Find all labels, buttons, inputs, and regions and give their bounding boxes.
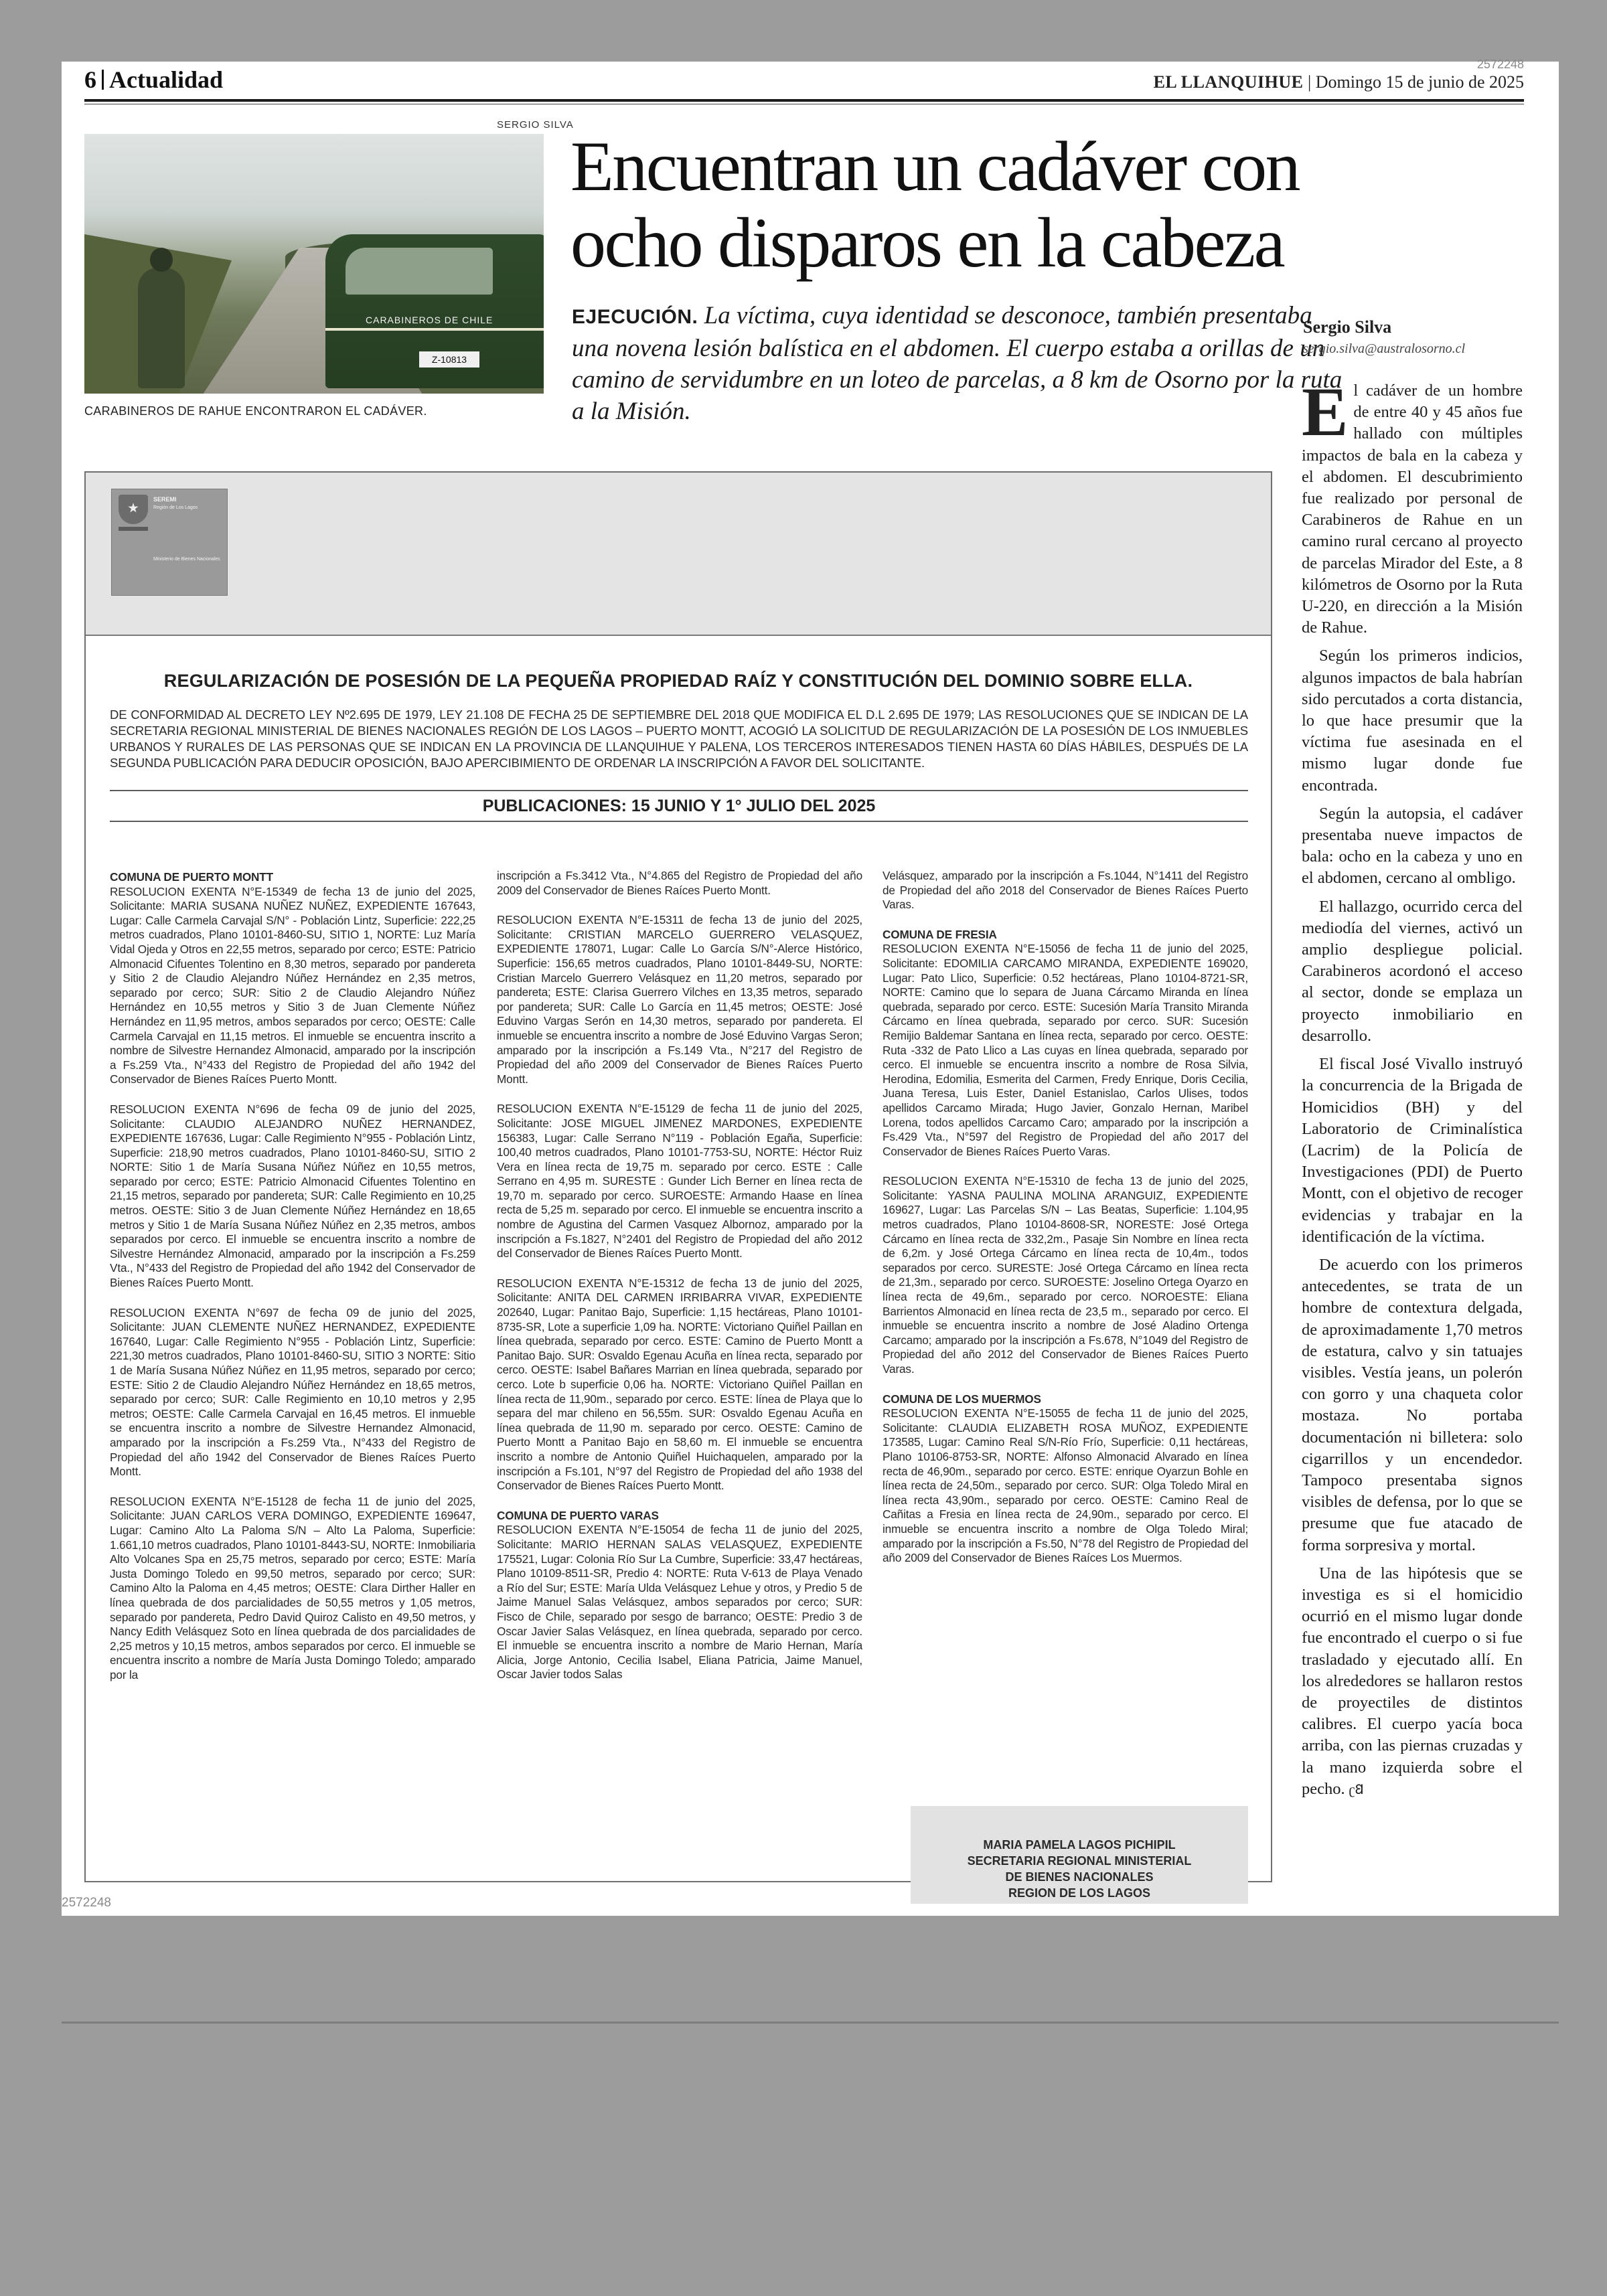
article-paragraph: El cadáver de un hombre de entre 40 y 45 años fue hallado con múltiples impactos de bala en la cabeza y el abdomen. El descubrimiento fue realizado por personal de Carabineros de Rahue en un camino rural cercano al proyecto de parcelas Mirador del Este, a 8 kilómetros de Osorno por la Ruta U-220, en dirección a la Misión de Rahue.: [1302, 374, 1523, 637]
resolution-text: RESOLUCION EXENTA N°E-15128 de fecha 11 de junio del 2025, Solicitante: JUAN CARLOS VERA DOMINGO, EXPEDIENTE 169647, Lugar: Camino Alto La Paloma S/N – Alto La Paloma, Superficie: 1.661,10 metros cuadrados, Plano 10101-8443-SU, NORTE: Inmobiliaria Alto Volcanes Spa en 25,75 metros, separado por cerco; ESTE: María Justa Domingo Toledo en 99,50 metros, separado por cerco; SUR: Camino Alto la Paloma en 4,45 metros; OESTE: Clara Dirther Haller en línea quebrada de dos parcialidades de 50,55 metros y 1,05 metros, separado por pandereta, Pedro David Quiroz Calisto en 49,50 metros, y Nancy Edith Velásquez Soto en línea quebrada de dos parcialidades de 2,25 metros y 10,15 metros, ambos separados por cerco. El inmueble se encuentra inscrito a nombre de María Justa Domingo Toledo; amparado por la: [110, 1494, 475, 1682]
notice-header-band: [86, 473, 1271, 636]
headline-line-1: Encuentran un cadáver con: [570, 127, 1300, 206]
resolution-text: RESOLUCION EXENTA N°E-15311 de fecha 13 de junio del 2025, Solicitante: CRISTIAN MARCELO GUERRERO VELASQUEZ, EXPEDIENTE 178071, Lugar: Calle Lo García S/N°-Alerce Histórico, Superficie: 156,65 metros cuadrados, Plano 10101-8449-SU, NORTE: Cristian Marcelo Guerrero Velásquez en 11,20 metros, separado por pandereta; ESTE: Clarisa Guerrero Vilches en 13,35 metros, separado por pandereta; SUR: Calle Lo García en 11,45 metros; OESTE: José Eduvino Vargas Serón en 14,30 metros, separado por pandereta. El inmueble se encuentra inscrito a nombre de José Eduvino Vargas Seron; amparado por la inscripción a Fs.149 Vta., N°217 del Registro de Propiedad del año 2009 del Conservador de Bienes Raíces Puerto Montt.: [497, 913, 862, 1086]
signature-block: [911, 1806, 1248, 1904]
notice-entry: [497, 1277, 862, 1493]
resolution-text: RESOLUCION EXENTA N°E-15312 de fecha 13 de junio del 2025, Solicitante: ANITA DEL CARMEN IRRIBARRA VIVAR, EXPEDIENTE 202640, Lugar: Panitao Bajo, Superficie: 1,15 hectáreas, Plano 10101-8735-SR, Lote a superficie 1,09 ha. NORTE: Victoriano Quiñel Paillan en línea quebrada, separado por cerco. ESTE: Camino de Puerto Montt a Panitao Bajo. SUR: Osvaldo Egenau Acuña en línea recta, separado por cerco. OESTE: Isabel Bañares Marrian en línea quebrada, separado por cerco. Lote b superficie 0,06 ha. NORTE: Victoriano Quiñel Paillan en línea recta de 11,90m., separado por cerco. ESTE: línea de Playa que lo separa del mar chileno en 56,55m. SUR: Osvaldo Egenau Acuña en línea quebrada de 11,90 m. separado por cerco. OESTE: Camino de Puerto Montt a Panitao Bajo en 58,60 m. El inmueble se encuentra inscrito a nombre de Antonio Quiñel Huichaquelen, amparado por la inscripción a Fs.101, N°97 del Registro de Propiedad del año 1938 del Conservador de Bienes Raíces Puerto Montt.: [497, 1276, 862, 1493]
photo-officer: [138, 268, 185, 388]
page-section-header: [84, 66, 223, 94]
article-paragraph: El fiscal José Vivallo instruyó la concurrencia de la Brigada de Homicidios (BH) y del Laboratorio de Criminalística (Lacrim) de la Policía de Investigaciones (PDI) de Puerto Montt, con el objetivo de recoger evidencias y trabajar en la identificación de la víctima.: [1302, 1055, 1523, 1246]
end-mark: ʗ𐐒: [1349, 1782, 1364, 1797]
photo-police-truck: [325, 234, 544, 388]
notice-entry: [110, 1102, 475, 1291]
article-paragraph-last: Una de las hipótesis que se investiga es si el homicidio ocurrió en el mismo lugar donde fue encontrado el cuerpo o si fue trasladado y ejecutado allí. En los alrededores se hallaron restos de proyectiles de distintos calibres. El cuerpo yacía boca arriba, con las piernas cruzadas y la mano izquierda sobre el pecho. ʗ𐐒: [1302, 1564, 1523, 1798]
notice-title: REGULARIZACIÓN DE POSESIÓN DE LA PEQUEÑA PROPIEDAD RAÍZ Y CONSTITUCIÓN DEL DOMINIO SOBRE ELLA.: [163, 671, 1193, 691]
lead-text: La víctima, cuya identidad se desconoce, también presentaba una novena lesión balística en el abdomen. El cuerpo estaba a orillas de un camino de servidumbre en un loteo de parcelas, a 8 km de Osorno por la ruta a la Misión.: [572, 302, 1343, 425]
article-byline-email: sergio.silva@australosorno.cl: [1303, 341, 1466, 356]
comuna-heading: COMUNA DE FRESIA: [883, 927, 997, 941]
article-headline: [570, 129, 1508, 281]
article-lead: [572, 300, 1355, 427]
notice-entry: [883, 1174, 1248, 1376]
header-doc-id: 2572248: [1476, 58, 1524, 71]
legal-notice-box: [84, 471, 1272, 1900]
publications-bar: PUBLICACIONES: 15 JUNIO Y 1° JULIO DEL 2025: [110, 790, 1248, 822]
signature-title-2: DE BIENES NACIONALES: [1005, 1870, 1154, 1884]
resolution-text: RESOLUCION EXENTA N°696 de fecha 09 de junio del 2025, Solicitante: CLAUDIO ALEJANDRO NUÑEZ HERNANDEZ, EXPEDIENTE 167636, Lugar: Calle Regimiento N°955 - Población Lintz, Superficie: 218,90 metros cuadrados, Plano 10101-8460-SU, SITIO 2 NORTE: Sitio 1 de María Susana Núñez Núñez en 10,55 metros, separado por cerco; ESTE: Patricio Almonacid Cifuentes Tolentino en 21,15 metros, separado por pandereta; SUR: Calle Regimiento en 10,25 metros. OESTE: Sitio 3 de Juan Clemente Núñez Hernández en 18,65 metros y Sitio 1 de María Susana Núñez Núñez en 2,35 metros, ambos separados por cerco. El inmueble se encuentra inscrito a nombre de Silvestre Hernández Almonacid, amparado por la inscripción a Fs.259 Vta., N°433 del Registro de Propiedad del año 1942 del Conservador de Bienes Raíces Puerto Montt.: [110, 1102, 475, 1290]
photo-credit: SERGIO SILVA: [497, 119, 574, 131]
comuna-heading: COMUNA DE LOS MUERMOS: [883, 1392, 1041, 1406]
photo-truck-plate: Z-10813: [419, 351, 479, 367]
header-divider: [102, 70, 104, 90]
article-byline: Sergio Silva: [1303, 317, 1392, 337]
article-paragraph: Según los primeros indicios, algunos impactos de bala habrían sido percutados a corta distancia, lo que hace presumir que la víctima fue asesinada en el mismo lugar donde fue encontrada.: [1302, 647, 1523, 795]
publication-dateline: EL LLANQUIHUE | Domingo 15 de junio de 2025: [1153, 72, 1524, 92]
headline-line-2: ocho disparos en la cabeza: [570, 203, 1284, 282]
page-number: 6: [84, 66, 96, 93]
notice-column-2: [497, 869, 862, 1698]
notice-entry: [497, 913, 862, 1086]
photo-truck-stripe: [325, 328, 544, 331]
photo-caption: CARABINEROS DE RAHUE ENCONTRARON EL CADÁVER.: [84, 404, 427, 418]
notice-column-3: [883, 869, 1248, 1581]
article-paragraph: Según la autopsia, el cadáver presentaba nueve impactos de bala: ocho en la cabeza y uno en el abdomen, cercano al ombligo.: [1302, 804, 1523, 888]
resolution-text: RESOLUCION EXENTA N°E-15054 de fecha 11 de junio del 2025, Solicitante: MARIO HERNAN SALAS VELASQUEZ, EXPEDIENTE 175521, Lugar: Colonia Río Sur La Cumbre, Superficie: 33,47 hectáreas, Plano 10109-8511-SR, Predio 4: NORTE: Ruta V-613 de Playa Venado a Río del Sur; ESTE: María Ulda Velásquez Lehue y otros, y Predio 5 de Jaime Manuel Salas Velásquez, ambos separados por cerco; SUR: Fisco de Chile, separado por sesgo de barranco; OESTE: Predio 3 de Oscar Javier Salas Velásquez, en línea quebrada, separado por cerco. El inmueble se encuentra inscrito a nombre de Mario Hernan, María Alicia, Jorge Antonio, Cecilia Isabel, Eliana Patricia, Jaime Manuel, Oscar Javier todos Salas: [497, 1523, 862, 1682]
resolution-text: RESOLUCION EXENTA N°E-15129 de fecha 11 de junio del 2025, Solicitante: JOSE MIGUEL JIMENEZ MARDONES, EXPEDIENTE 156383, Lugar: Calle Serrano N°119 - Población Egaña, Superficie: 100,40 metros cuadrados, Plano 10101-7753-SU, NORTE: Héctor Ruiz Vera en línea recta de 19,75 m. separado por cerco. ESTE : Calle Serrano en 4,95 m. SURESTE : Gunder Lich Berner en línea recta de 19,70 m. separado por cerco. SUROESTE: Armando Haase en línea recta de 5,25 m. separado por cerco. El inmueble se encuentra inscrito a nombre de Agustina del Carmen Vasquez Albornoz, amparado por la inscripción a Fs.1827, N°2401 del Registro de Propiedad del año 2012 del Conservador de Bienes Raíces Puerto Montt.: [497, 1102, 862, 1260]
photo-truck-window: [346, 248, 493, 295]
notice-entry: [883, 928, 1248, 1159]
photo-truck-label: CARABINEROS DE CHILE: [366, 315, 493, 325]
signature-title-3: REGION DE LOS LAGOS: [1008, 1886, 1151, 1900]
logo-line-2: Región de Los Lagos: [153, 505, 198, 510]
news-photo: [84, 134, 544, 394]
resolution-text: RESOLUCION EXENTA N°E-15056 de fecha 11 de junio del 2025, Solicitante: EDOMILIA CARCAMO MIRANDA, EXPEDIENTE 169020, Lugar: Pato Llico, Superficie: 0.52 hectáreas, Plano 10104-8721-SR, NORTE: Camino que lo separa de Juana Cárcamo Miranda en línea quebrada, separado por cerco. ESTE: Sucesión María Transito Miranda Cárcamo en línea quebrada, separado por cerco. SUR: Sucesión Remijio Baldemar Santana en línea recta, separado por cerco. OESTE: Ruta -332 de Pato Llico a Las cuyas en línea quebrada, separado por cerco. El inmueble se encuentra inscrito a nombre de Rosa Silvia, Herodina, Edomilia, Esmerita del Carmen, Fredy Enrique, Doris Cecilia, Juana Teresa, Luis Ester, Daniel Estanislao, Carlos Ulises, todos apellidos Carcamo Mirada; Hugo Javier, Gonzalo Hernan, Maribel Lorena, todos apellidos Carcamo Caro; amparado por la inscripción a Fs.429 Vta., N°597 del Registro de Propiedad del año 2017 del Conservador de Bienes Raíces Puerto Varas.: [883, 942, 1248, 1158]
chile-shield-icon: [119, 495, 148, 524]
notice-entry: [497, 869, 862, 898]
notice-intro: DE CONFORMIDAD AL DECRETO LEY Nº2.695 DE 1979, LEY 21.108 DE FECHA 25 DE SEPTIEMBRE DEL 2018 QUE MODIFICA EL D.L 2.695 DE 1979; LAS RESOLUCIONES QUE SE INDICAN DE LA SECRETARIA REGIONAL MINISTERIAL DE BIENES NACIONALES REGIÓN DE LOS LAGOS – PUERTO MONTT, ACOGIÓ LA SOLICITUD DE REGULARIZACIÓN DE LA POSESIÓN DE LOS INMUEBLES URBANOS Y RURALES DE LAS PERSONAS QUE SE INDICAN EN LA PROVINCIA DE LLANQUIHUE Y PALENA, LOS TERCEROS INTERESADOS TIENEN HASTA 60 DÍAS HÁBILES, DESPUÉS DE LA SEGUNDA PUBLICACIÓN PARA DEDUCIR OPOSICIÓN, BAJO APERCIBIMIENTO DE ORDENAR LA INSCRIPCIÓN A FAVOR DEL SOLICITANTE.: [110, 708, 1248, 770]
resolution-text: RESOLUCION EXENTA N°E-15310 de fecha 13 de junio del 2025, Solicitante: YASNA PAULINA MOLINA ARANGUIZ, EXPEDIENTE 169627, Lugar: Las Parcelas S/N – Las Beatas, Superficie: 1.104,95 metros cuadrados, Plano 10104-8608-SR, NORESTE: José Ortega Cárcamo en línea recta de 332,2m., Pasaje Sin Nombre en línea recta de 6,2m. y José Ortega Cárcamo en línea recta de 10,4m., todos separados por cerco. SURESTE: José Ortega Cárcamo en línea recta de 21,3m., separado por cerco. SUROESTE: Joselino Ortega Oyarzo en línea recta de 49,6m., separado por cerco. NOROESTE: Eliana Barrientos Almonacid en línea recta de 23,5 m., separado por cerco. El inmueble se encuentra inscrito a nombre de José Aladino Ortenga Carcamo; amparado por la inscripción a Fs.678, N°1049 del Registro de Propiedad del año 2012 del Conservador de Bienes Raíces Puerto Varas.: [883, 1174, 1248, 1376]
article-paragraph: El hallazgo, ocurrido cerca del mediodía del viernes, activó un amplio despliegue policial. Carabineros acordonó el acceso al sector, donde se emplaza un proyecto inmobiliario en desarrollo.: [1302, 897, 1523, 1045]
header-rule: [84, 99, 1524, 102]
notice-entry: [497, 1102, 862, 1261]
footer-doc-id: 2572248: [62, 1896, 111, 1910]
comuna-heading: COMUNA DE PUERTO VARAS: [497, 1508, 659, 1522]
article-paragraph: De acuerdo con los primeros antecedentes, se trata de un hombre de contextura delgada, de aproximadamente 1,70 metros de estatura, calvo y sin tatuajes visibles. Vestía jeans, un polerón con gorro y una chaqueta color mostaza. No portaba documentación ni billetera: solo cigarrillos y un encendedor. Tampoco presentaba signos visibles de defensa, por lo que se presume que fue atacado de forma sorpresiva y mortal.: [1302, 1255, 1523, 1554]
logo-line-3: Ministerio de Bienes Nacionales: [153, 557, 220, 562]
resolution-text: RESOLUCION EXENTA N°E-15055 de fecha 11 de junio del 2025, Solicitante: CLAUDIA ELIZABETH ROSA MUÑOZ, EXPEDIENTE 173585, Lugar: Camino Real S/N-Río Frío, Superficie: 0,11 hectáreas, Plano 10106-8753-SR, NORTE: Alfonso Almonacid Alvarado en línea recta de 46,90m., separado por cerco. ESTE: enrique Oyarzun Bohle en línea recta de 24,50m., separado por cerco. SUR: Olga Toledo Miral en línea recta 43,90m., separado por cerco. OESTE: Camino Real de Cañitas a Fresia en línea recta de 24,90m., separado por cerco. El inmueble se encuentra inscrito a nombre de Olga Toledo Miral; amparado por la inscripción a Fs.50, N°78 del Registro de Propiedad del año 2009 del Conservador de Bienes Raíces Los Muermos.: [883, 1406, 1248, 1565]
article-body: [1302, 374, 1523, 1807]
notice-entry: [110, 1495, 475, 1683]
notice-entry: [883, 869, 1248, 912]
comuna-heading: COMUNA DE PUERTO MONTT: [110, 870, 274, 884]
resolution-text: Velásquez, amparado por la inscripción a Fs.1044, N°1411 del Registro de Propiedad del año 2018 del Conservador de Bienes Raíces Puerto Varas.: [883, 869, 1248, 912]
signature-name: MARIA PAMELA LAGOS PICHIPIL: [983, 1838, 1176, 1852]
publication-name: EL LLANQUIHUE: [1153, 72, 1304, 92]
section-name: Actualidad: [109, 66, 224, 93]
notice-entry: [110, 1306, 475, 1479]
notice-entry: [110, 870, 475, 1087]
resolution-text: RESOLUCION EXENTA N°E-15349 de fecha 13 de junio del 2025, Solicitante: MARIA SUSANA NUÑEZ NUÑEZ, EXPEDIENTE 167643, Lugar: Calle Carmela Carvajal S/N° - Población Lintz, Superficie: 222,25 metros cuadrados, Plano 10101-8460-SU, SITIO 1, NORTE: Luz María Vidal Ojeda y Otros en 22,55 metros, separado por cerco; ESTE: Patricio Almonacid Cifuentes Tolentino en 8,30 metros, separado por pandereta y Sitio 2 de Claudio Alejandro Núñez Hernández en 2,35 metros, separado por cerco; SUR: Sitio 2 de Claudio Alejandro Núñez Hernández en 10,55 metros y Sitio 3 de Juan Clemente Núñez Hernández en 11,95 metros, ambos separados por cerco; OESTE: Calle Carmela Carvajal en 11,15 metros. El inmueble se encuentra inscrito a nombre de Silvestre Hernandez Almonacid, amparado por la inscripción a Fs.259 Vta., N°433 del Registro de Propiedad del año 1942 del Conservador de Bienes Raíces Puerto Montt.: [110, 884, 475, 1086]
newspaper-page: [62, 58, 1559, 1916]
publication-date: Domingo 15 de junio de 2025: [1315, 72, 1524, 92]
resolution-text: RESOLUCION EXENTA N°697 de fecha 09 de junio del 2025, Solicitante: JUAN CLEMENTE NUÑEZ HERNANDEZ, EXPEDIENTE 167640, Lugar: Calle Regimiento N°955 - Población Lintz, Superficie: 221,30 metros cuadrados, Plano 10101-8460-SU, SITIO 3 NORTE: Sitio 1 de María Susana Núñez Núñez en 11,95 metros, separado por cerco; ESTE: Sitio 2 de Claudio Alejandro Núñez Hernández en 18,65 metros, separado por cerco; SUR: Calle Regimiento en 10,10 metros y 2,95 metros; OESTE: Calle Carmela Carvajal en 16,45 metros. El inmueble se encuentra inscrito a nombre de Silvestre Hernandez Almonacid, amparado por la inscripción a Fs.259 Vta., N°433 del Registro de Propiedad del año 1942 del Conservador de Bienes Raíces Puerto Montt.: [110, 1305, 475, 1479]
resolution-text: inscripción a Fs.3412 Vta., N°4.865 del Registro de Propiedad del año 2009 del Conservador de Bienes Raíces Puerto Montt.: [497, 869, 862, 897]
seremi-logo: [111, 489, 228, 596]
viewer-bottom-rule: [62, 2022, 1559, 2024]
logo-bar: [119, 527, 148, 531]
logo-line-1: SEREMI: [153, 496, 177, 503]
notice-entry: [497, 1509, 862, 1682]
lead-kicker: EJECUCIÓN.: [572, 306, 698, 328]
notice-column-1: [110, 869, 475, 1698]
signature-title-1: SECRETARIA REGIONAL MINISTERIAL: [967, 1854, 1192, 1868]
drop-cap: E: [1302, 374, 1349, 450]
notice-entry: [883, 1392, 1248, 1566]
photo-officer-head: [150, 248, 173, 272]
